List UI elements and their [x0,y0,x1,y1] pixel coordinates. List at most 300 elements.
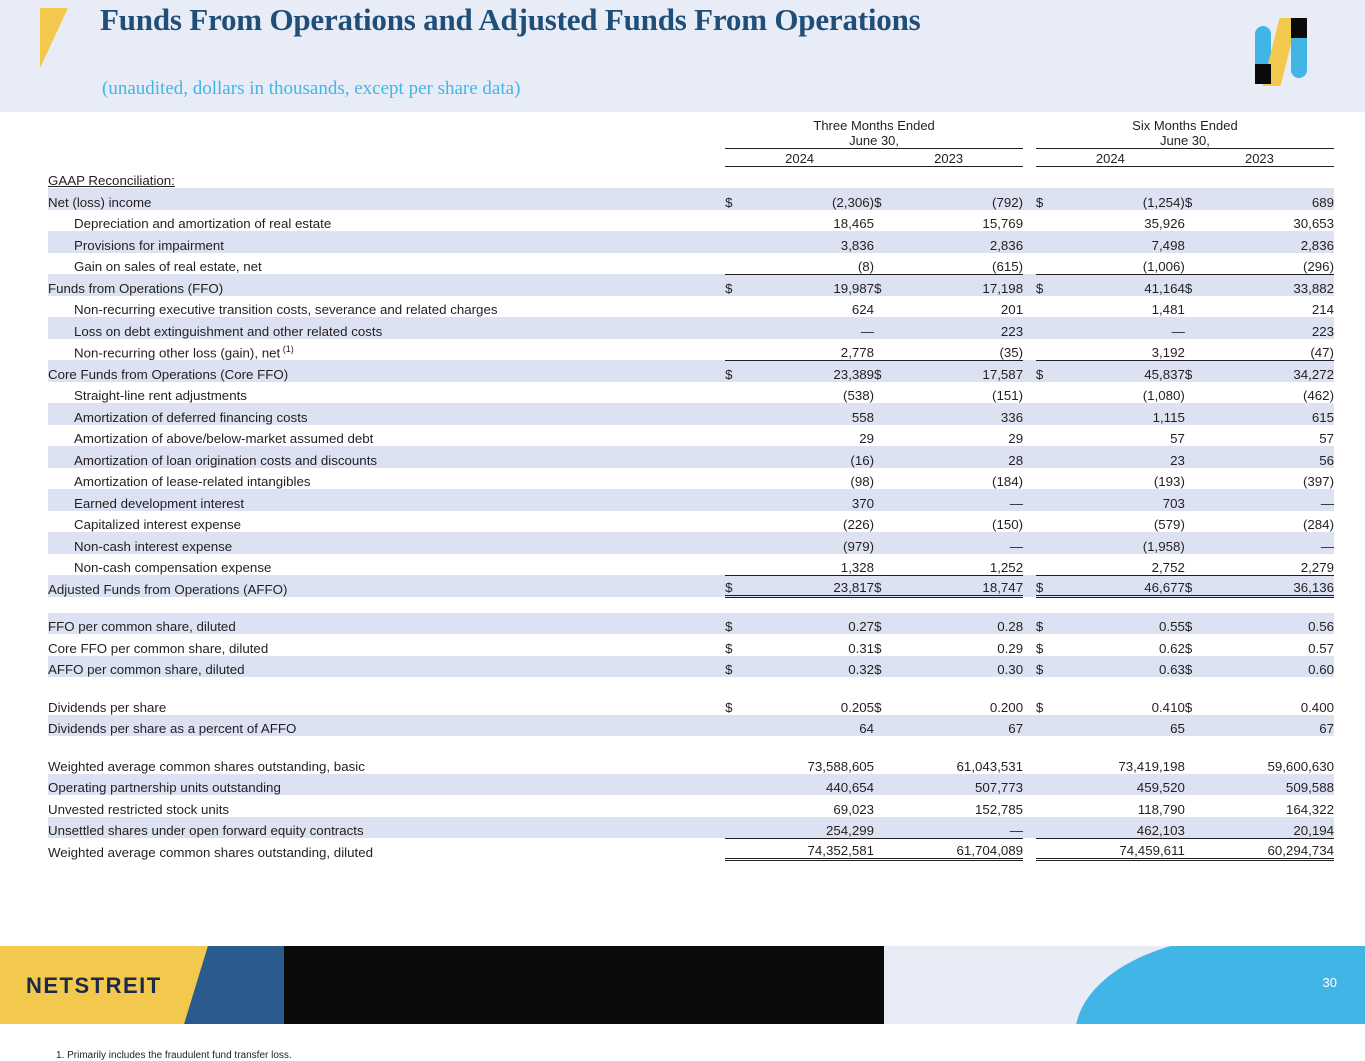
currency-symbol [725,468,748,490]
cell-value: 45,837 [1059,360,1185,382]
currency-symbol [1036,838,1059,860]
year-header-q2-2024: 2024 [725,149,874,167]
column-gap [1023,403,1036,425]
column-gap [1023,253,1036,275]
currency-symbol [874,554,897,576]
cell-value: 36,136 [1208,575,1334,597]
currency-symbol: $ [1036,274,1059,296]
yellow-accent-triangle [40,8,68,68]
currency-symbol: $ [874,613,897,635]
currency-symbol [1036,425,1059,447]
currency-symbol [1185,231,1208,253]
cell-value: 0.410 [1151,699,1185,715]
cell-value: 0.55 [1059,613,1185,635]
cell-value: (184) [992,474,1024,489]
cell-value: 18,747 [897,575,1023,597]
currency-symbol [1036,774,1059,796]
column-gap [1023,382,1036,404]
column-gap [1023,231,1036,253]
cell-value: (151) [992,388,1024,403]
table-row [48,575,1334,597]
page-header [0,0,1365,112]
currency-symbol [1036,317,1059,339]
cell-value: 74,352,581 [748,838,874,860]
table-row [48,231,1334,253]
currency-symbol: $ [1185,360,1208,382]
row-label: Non-recurring executive transition costs, severance and related charges [74,302,498,317]
row-label: Loss on debt extinguishment and other related costs [48,317,725,339]
table-footnote: 1. Primarily includes the fraudulent fund transfer loss. [56,1050,292,1061]
currency-symbol [725,339,748,361]
cell-value: — [1059,317,1185,339]
row-label: Non-cash compensation expense [74,560,272,575]
row-label: Gain on sales of real estate, net [74,259,262,274]
footer-cyan-block [1065,946,1365,1024]
cell-value: 60,294,734 [1208,838,1334,860]
cell-value: 1,115 [1059,403,1185,425]
currency-symbol [1185,317,1208,339]
currency-symbol [725,382,748,404]
cell-value: 67 [1208,715,1334,737]
table-row [48,425,1334,447]
cell-value: 57 [1319,431,1334,446]
row-label: Earned development interest [48,489,725,511]
currency-symbol [1036,253,1059,275]
cell-value: (979) [748,532,874,554]
currency-symbol: $ [725,656,748,678]
currency-symbol [1185,403,1208,425]
cell-value: 118,790 [1137,801,1185,817]
row-label: Weighted average common shares outstanding, basic [48,758,365,774]
currency-symbol [1185,382,1208,404]
currency-symbol [874,752,897,774]
cell-value: 17,587 [897,360,1023,382]
cell-value: 17,198 [897,274,1023,296]
currency-symbol [725,210,748,232]
cell-value: 61,043,531 [956,758,1024,774]
currency-symbol [725,752,748,774]
cell-value: 34,272 [1208,360,1334,382]
currency-symbol [1185,715,1208,737]
cell-value: 152,785 [975,801,1024,817]
currency-symbol: $ [725,274,748,296]
currency-symbol [874,489,897,511]
row-label: Provisions for impairment [48,231,725,253]
cell-value: 1,252 [989,559,1024,575]
cell-value: — [897,817,1023,839]
table-row [48,210,1334,232]
currency-symbol: $ [1185,188,1208,210]
cell-value: 223 [1208,317,1334,339]
row-label: Unvested restricted stock units [48,801,230,817]
table-row [48,554,1334,576]
cell-value: 73,588,605 [807,758,875,774]
currency-symbol [1185,339,1208,361]
currency-symbol [874,715,897,737]
cell-value: 223 [897,317,1023,339]
row-label: Depreciation and amortization of real estate [74,216,332,231]
currency-symbol: $ [1036,613,1059,635]
currency-symbol [725,296,748,318]
cell-value: — [897,489,1023,511]
currency-symbol: $ [725,360,748,382]
currency-symbol: $ [725,188,748,210]
currency-symbol [874,253,897,275]
currency-symbol [1185,795,1208,817]
currency-symbol [1036,795,1059,817]
currency-symbol [1036,715,1059,737]
cell-value: 1,481 [1151,302,1185,317]
currency-symbol: $ [1035,640,1044,656]
table-row [48,446,1334,468]
currency-symbol [1036,489,1059,511]
table-row [48,774,1334,796]
currency-symbol: $ [1185,613,1208,635]
row-label: Core FFO per common share, diluted [48,640,269,656]
cell-value: 0.400 [1300,699,1334,715]
column-gap [1023,511,1036,533]
cell-value: 29 [1008,431,1024,446]
cell-value: 61,704,089 [897,838,1023,860]
table-row [48,489,1334,511]
cell-value: 29 [859,431,875,446]
currency-symbol [1036,752,1059,774]
cell-value: (1,958) [1059,532,1185,554]
cell-value: 615 [1208,403,1334,425]
cell-value: 254,299 [748,817,874,839]
row-label: Weighted average common shares outstanding, diluted [48,844,373,860]
cell-value: (47) [1310,344,1334,360]
cell-value: 0.31 [848,640,875,656]
currency-symbol: $ [725,699,733,715]
currency-symbol [1036,403,1059,425]
currency-symbol: $ [874,575,897,597]
currency-symbol [1185,446,1208,468]
currency-symbol [1185,817,1208,839]
currency-symbol [874,231,897,253]
column-gap [1023,774,1036,796]
cell-value: (538) [843,388,875,403]
footer-logo-wordmark: NETSTREIT [26,973,162,998]
currency-symbol [725,489,748,511]
column-gap [1023,489,1036,511]
column-gap [1023,817,1036,839]
table-row [48,752,1334,774]
currency-symbol [874,317,897,339]
currency-symbol [725,511,748,533]
currency-symbol [1036,296,1059,318]
cell-value: 56 [1208,446,1334,468]
cell-value: 0.29 [997,640,1024,656]
currency-symbol: $ [874,640,882,656]
currency-symbol [874,339,897,361]
currency-symbol [1036,382,1059,404]
currency-symbol [874,382,897,404]
currency-symbol [1036,210,1059,232]
year-header-q2-2023: 2023 [874,149,1023,167]
column-gap [1023,838,1036,860]
cell-value: 64 [748,715,874,737]
currency-symbol [1036,339,1059,361]
netstreit-logo-icon [1255,18,1325,86]
cell-value: 15,769 [982,216,1024,231]
currency-symbol [1036,446,1059,468]
cell-value: 459,520 [1059,774,1185,796]
cell-value: (150) [992,517,1024,532]
page-subtitle: (unaudited, dollars in thousands, except per share data) [102,78,521,99]
column-gap [1023,634,1036,656]
cell-value: 0.30 [897,656,1023,678]
cell-value: 23,817 [748,575,874,597]
currency-symbol [725,403,748,425]
currency-symbol: $ [874,360,897,382]
column-gap [1023,715,1036,737]
cell-value: 0.60 [1208,656,1334,678]
currency-symbol [874,795,897,817]
table-row [48,468,1334,490]
currency-symbol: $ [1185,274,1208,296]
cell-value: 0.205 [840,699,875,715]
currency-symbol [725,554,748,576]
page-footer [0,946,1365,1024]
row-label: Amortization of lease-related intangibles [74,474,311,489]
table-row [48,715,1334,737]
column-gap [1023,693,1036,715]
cell-value: 3,836 [748,231,874,253]
footnote-marker: (1) [280,343,294,354]
column-gap [1023,188,1036,210]
row-label: Funds from Operations (FFO) [48,274,725,296]
table-row [48,274,1334,296]
currency-symbol: $ [1185,656,1208,678]
currency-symbol [725,532,748,554]
currency-symbol [874,210,897,232]
currency-symbol [725,838,748,860]
currency-symbol [1185,210,1208,232]
cell-value: (615) [992,258,1024,274]
cell-value: — [1208,532,1334,554]
cell-value: 41,164 [1059,274,1185,296]
cell-value: 0.32 [748,656,874,678]
cell-value: 3,192 [1151,344,1185,360]
table-row [48,382,1334,404]
cell-value: 35,926 [1144,216,1185,231]
cell-value: 46,677 [1059,575,1185,597]
cell-value: 164,322 [1285,801,1334,817]
column-gap [1023,752,1036,774]
cell-value: (284) [1302,517,1334,532]
cell-value: 0.63 [1059,656,1185,678]
currency-symbol: $ [1184,699,1193,715]
row-label: AFFO per common share, diluted [48,656,725,678]
currency-symbol [874,446,897,468]
cell-value: 624 [851,302,875,317]
table-row [48,656,1334,678]
currency-symbol: $ [874,699,882,715]
cell-value: (35) [999,344,1024,360]
cell-value: — [748,317,874,339]
currency-symbol [1185,296,1208,318]
cell-value: 0.56 [1208,613,1334,635]
cell-value: 73,419,198 [1118,758,1185,774]
column-gap [1023,795,1036,817]
footer-black-block [284,946,884,1024]
currency-symbol [1185,752,1208,774]
cell-value: 370 [748,489,874,511]
cell-value: (579) [1153,517,1185,532]
row-label: Core Funds from Operations (Core FFO) [48,360,725,382]
row-label: Dividends per share as a percent of AFFO [48,715,725,737]
currency-symbol [725,253,748,275]
cell-value: 336 [897,403,1023,425]
cell-value: 33,882 [1208,274,1334,296]
column-gap [1023,339,1036,361]
table-row [48,339,1334,361]
cell-value: 1,328 [840,559,875,575]
currency-symbol: $ [874,656,897,678]
cell-value: 74,459,611 [1059,838,1185,860]
currency-symbol [1185,554,1208,576]
year-header-ytd-2023: 2023 [1185,149,1334,167]
currency-symbol: $ [1036,575,1059,597]
cell-value: 67 [897,715,1023,737]
column-gap [1023,575,1036,597]
cell-value: 2,752 [1151,559,1185,575]
currency-symbol [725,715,748,737]
cell-value: 440,654 [748,774,874,796]
cell-value: 23,389 [748,360,874,382]
table-spacer-row [48,597,1334,613]
year-header-ytd-2024: 2024 [1036,149,1185,167]
column-gap [1023,468,1036,490]
currency-symbol: $ [1184,640,1193,656]
currency-symbol: $ [1185,575,1208,597]
cell-value: 2,279 [1300,559,1334,575]
currency-symbol [1036,468,1059,490]
row-label: Amortization of above/below-market assumed debt [74,431,374,446]
row-label: Straight-line rent adjustments [74,388,247,403]
currency-symbol [725,231,748,253]
cell-value: 2,836 [897,231,1023,253]
cell-value: (226) [843,517,875,532]
cell-value: (1,254) [1059,188,1185,210]
table-group-header-row [48,118,1334,149]
currency-symbol [725,795,748,817]
currency-symbol: $ [725,575,748,597]
cell-value: 509,588 [1208,774,1334,796]
cell-value: 2,836 [1208,231,1334,253]
cell-value: 462,103 [1059,817,1185,839]
cell-value: 69,023 [833,801,875,817]
currency-symbol: $ [1036,360,1059,382]
cell-value: (1,006) [1142,258,1185,274]
currency-symbol [1185,468,1208,490]
table-row [48,613,1334,635]
table-row [48,693,1334,715]
table-row [48,253,1334,275]
row-label: FFO per common share, diluted [48,613,725,635]
currency-symbol [725,774,748,796]
currency-symbol: $ [1036,656,1059,678]
column-gap [1023,425,1036,447]
cell-value: — [897,532,1023,554]
cell-value: 214 [1311,302,1334,317]
cell-value: 0.28 [897,613,1023,635]
currency-symbol [874,296,897,318]
currency-symbol: $ [1035,699,1044,715]
currency-symbol [874,403,897,425]
currency-symbol [1185,532,1208,554]
row-label: Unsettled shares under open forward equity contracts [48,817,725,839]
row-label: Operating partnership units outstanding [48,774,725,796]
row-label: Amortization of loan origination costs and discounts [48,446,725,468]
column-gap [1023,532,1036,554]
currency-symbol [1185,489,1208,511]
row-label: Non-cash interest expense [48,532,725,554]
cell-value: 0.200 [989,699,1024,715]
column-gap [1023,554,1036,576]
table-row [48,532,1334,554]
cell-value: 30,653 [1293,216,1334,231]
ffo-affo-table [48,118,1334,861]
row-label: Net (loss) income [48,188,725,210]
table-row [48,360,1334,382]
cell-value: 57 [1170,431,1185,446]
cell-value: (2,306) [748,188,874,210]
cell-value: (296) [1302,258,1334,274]
section-label: GAAP Reconciliation: [48,173,175,188]
table-row [48,634,1334,656]
cell-value: (792) [897,188,1023,210]
table-row [48,795,1334,817]
cell-value: 18,465 [833,216,875,231]
currency-symbol [1036,554,1059,576]
column-gap [1023,274,1036,296]
cell-value: 59,600,630 [1267,758,1334,774]
cell-value: 0.57 [1308,640,1334,656]
cell-value: 0.27 [748,613,874,635]
currency-symbol [1185,253,1208,275]
currency-symbol [874,774,897,796]
currency-symbol [874,532,897,554]
currency-symbol [725,817,748,839]
currency-symbol [874,468,897,490]
table-spacer-row [48,677,1334,693]
row-label: Dividends per share [48,699,167,715]
table-row [48,317,1334,339]
cell-value: 65 [1059,715,1185,737]
cell-value: 507,773 [897,774,1023,796]
page-title: Funds From Operations and Adjusted Funds From Operations [100,2,921,37]
cell-value: (16) [748,446,874,468]
currency-symbol: $ [1036,188,1059,210]
currency-symbol [725,446,748,468]
currency-symbol [725,317,748,339]
column-gap [1023,317,1036,339]
cell-value: 20,194 [1208,817,1334,839]
table-row [48,817,1334,839]
page-number: 30 [1322,975,1337,990]
column-gap [1023,210,1036,232]
currency-symbol: $ [874,274,897,296]
cell-value: (1,080) [1142,388,1185,403]
cell-value: (8) [857,258,875,274]
table-row [48,403,1334,425]
row-label: Capitalized interest expense [74,517,242,532]
column-gap [1023,613,1036,635]
cell-value: (193) [1153,474,1185,489]
cell-value: (397) [1302,474,1334,489]
